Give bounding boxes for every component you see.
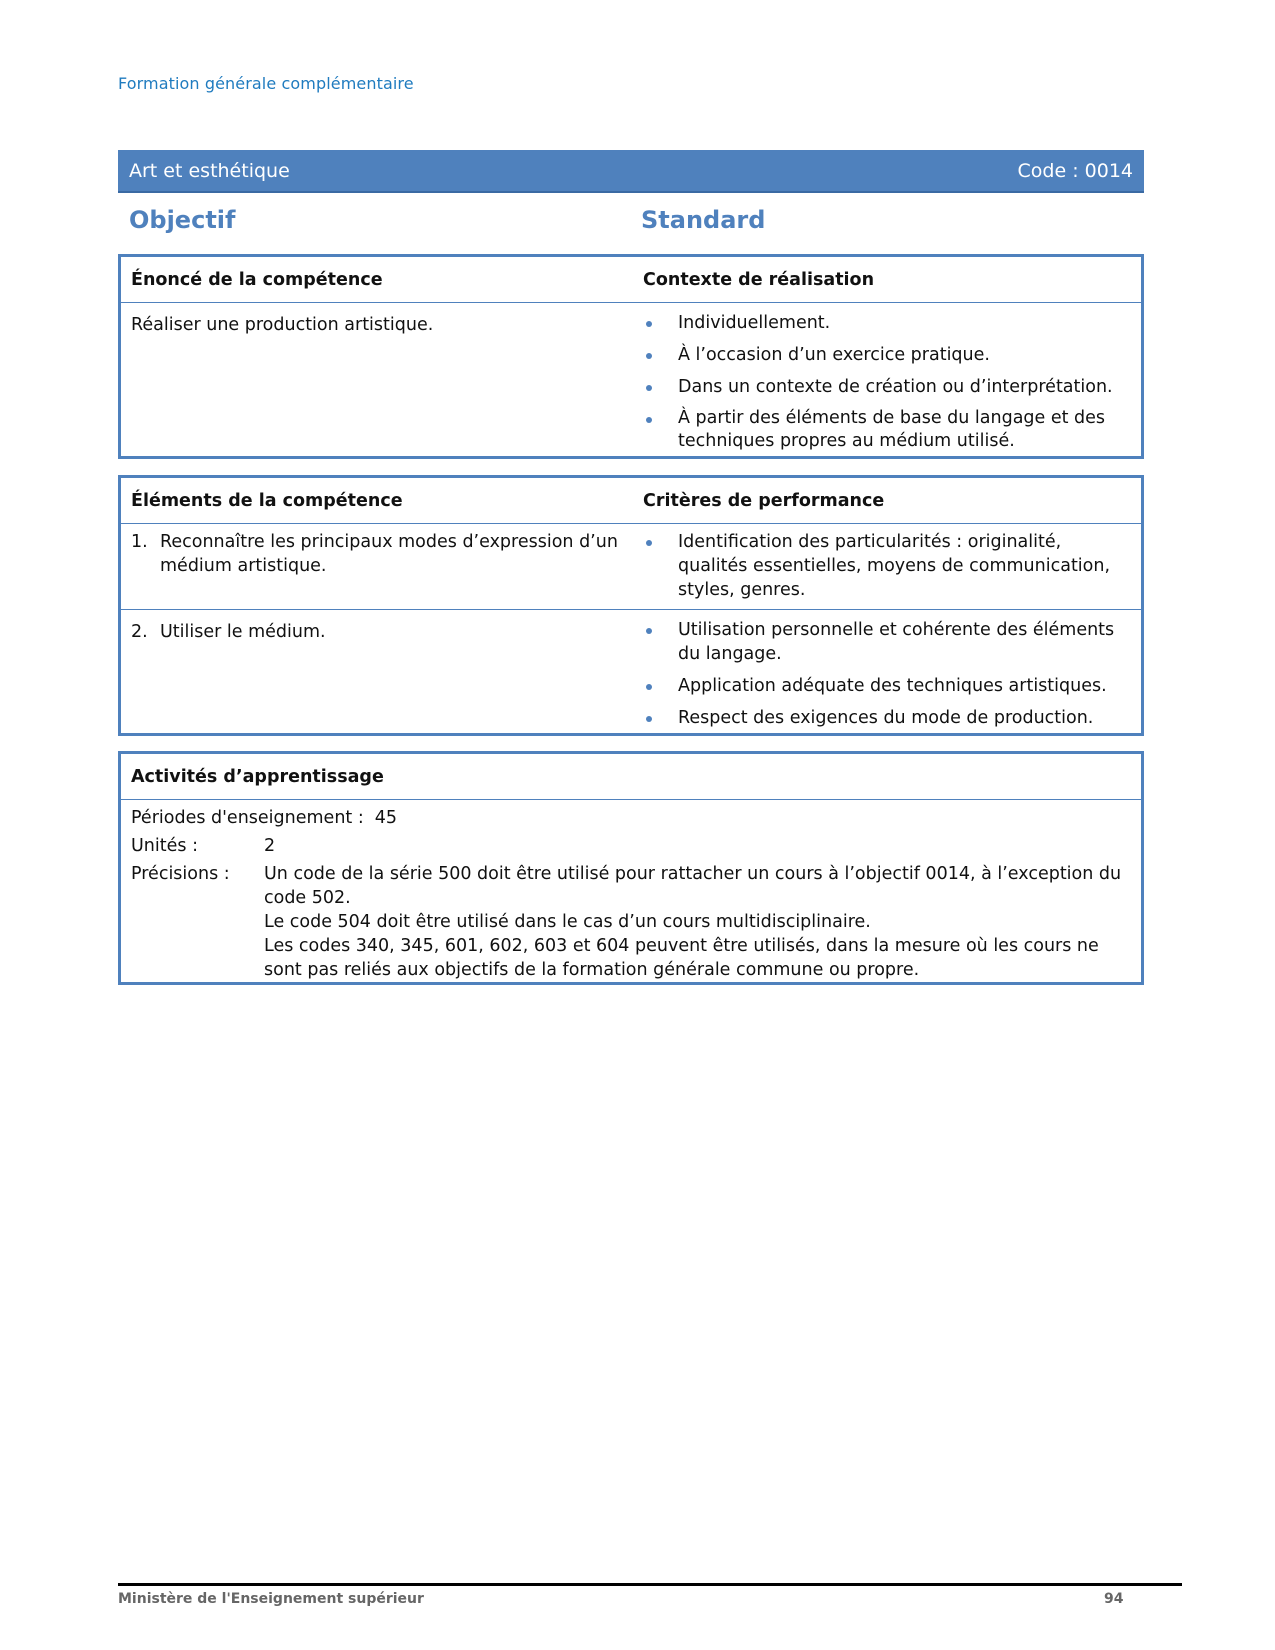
contexte-list [643, 311, 1131, 453]
list-item: Dans un contexte de création ou d’interprétation. [643, 375, 1131, 399]
course-banner [118, 150, 1144, 193]
criteres-header: Critères de performance [643, 490, 885, 511]
periodes-label: Périodes d'enseignement : [131, 808, 364, 828]
contexte-header: Contexte de réalisation [643, 269, 875, 290]
criteres-list [643, 618, 1131, 730]
element-text: Reconnaître les principaux modes d’expression d’un médium artistique. [160, 532, 618, 576]
list-item: Identification des particularités : originalité, qualités essentielles, moyens de communication, styles, genres. [643, 530, 1131, 602]
bullet-icon [646, 540, 652, 546]
criteres-list [643, 530, 1131, 602]
objectif-heading: Objectif [129, 206, 236, 234]
list-item: Respect des exigences du mode de production. [643, 706, 1131, 730]
competence-table [118, 254, 1144, 459]
course-code: Code : 0014 [1017, 159, 1133, 182]
list-item: Application adéquate des techniques artistiques. [643, 674, 1131, 698]
elements-table [118, 475, 1144, 736]
enonce-header: Énoncé de la compétence [131, 269, 383, 290]
activites-body [121, 800, 1141, 990]
enonce-text: Réaliser une production artistique. [131, 315, 434, 335]
page-number: 94 [1104, 1591, 1124, 1607]
precisions-line [131, 862, 1131, 982]
table-row [121, 303, 1141, 453]
bullet-icon [646, 321, 652, 327]
course-title: Art et esthétique [129, 159, 290, 182]
bullet-icon [646, 385, 652, 391]
element-number: 1. [131, 532, 148, 552]
column-headings [118, 206, 1144, 242]
precisions-text: Un code de la série 500 doit être utilisé pour rattacher un cours à l’objectif 0014, à l’exception du code 502. Le code 504 doit être utilisé dans le cas d’un cours multidisciplinaire. Les codes 340, 345, 601, 602, 603 et 604 peuvent être utilisés, dans la mesure où les cours ne sont pas reliés aux objectifs de la formation générale commune ou propre. [264, 864, 1122, 980]
element-cell [121, 618, 633, 730]
bullet-icon [646, 628, 652, 634]
unites-line [131, 834, 1131, 858]
table-header-row [121, 754, 1141, 800]
bullet-icon [646, 684, 652, 690]
footer-divider [118, 1583, 1182, 1586]
section-label: Formation générale complémentaire [118, 74, 414, 93]
activites-header: Activités d’apprentissage [131, 766, 384, 787]
periodes-value: 45 [374, 808, 398, 828]
list-item: À l’occasion d’un exercice pratique. [643, 343, 1131, 367]
elements-header: Éléments de la compétence [131, 490, 403, 511]
list-item: Individuellement. [643, 311, 1131, 335]
unites-label: Unités : [131, 836, 198, 856]
footer-publisher: Ministère de l'Enseignement supérieur [118, 1591, 424, 1607]
periodes-line [131, 806, 1131, 830]
table-row [121, 610, 1141, 730]
element-text: Utiliser le médium. [160, 622, 326, 642]
activites-table [118, 751, 1144, 985]
unites-value: 2 [264, 836, 276, 856]
bullet-icon [646, 417, 652, 423]
element-cell [121, 530, 633, 609]
table-row [121, 524, 1141, 610]
list-item: Utilisation personnelle et cohérente des éléments du langage. [643, 618, 1131, 666]
contexte-cell [633, 311, 1141, 453]
element-number: 2. [131, 622, 148, 642]
table-header-row [121, 478, 1141, 524]
criteres-cell [633, 618, 1141, 730]
list-item: À partir des éléments de base du langage et des techniques propres au médium utilisé. [643, 407, 1131, 453]
precisions-label: Précisions : [131, 864, 230, 884]
criteres-cell [633, 530, 1141, 609]
bullet-icon [646, 353, 652, 359]
standard-heading: Standard [641, 206, 766, 234]
table-header-row [121, 257, 1141, 303]
bullet-icon [646, 716, 652, 722]
